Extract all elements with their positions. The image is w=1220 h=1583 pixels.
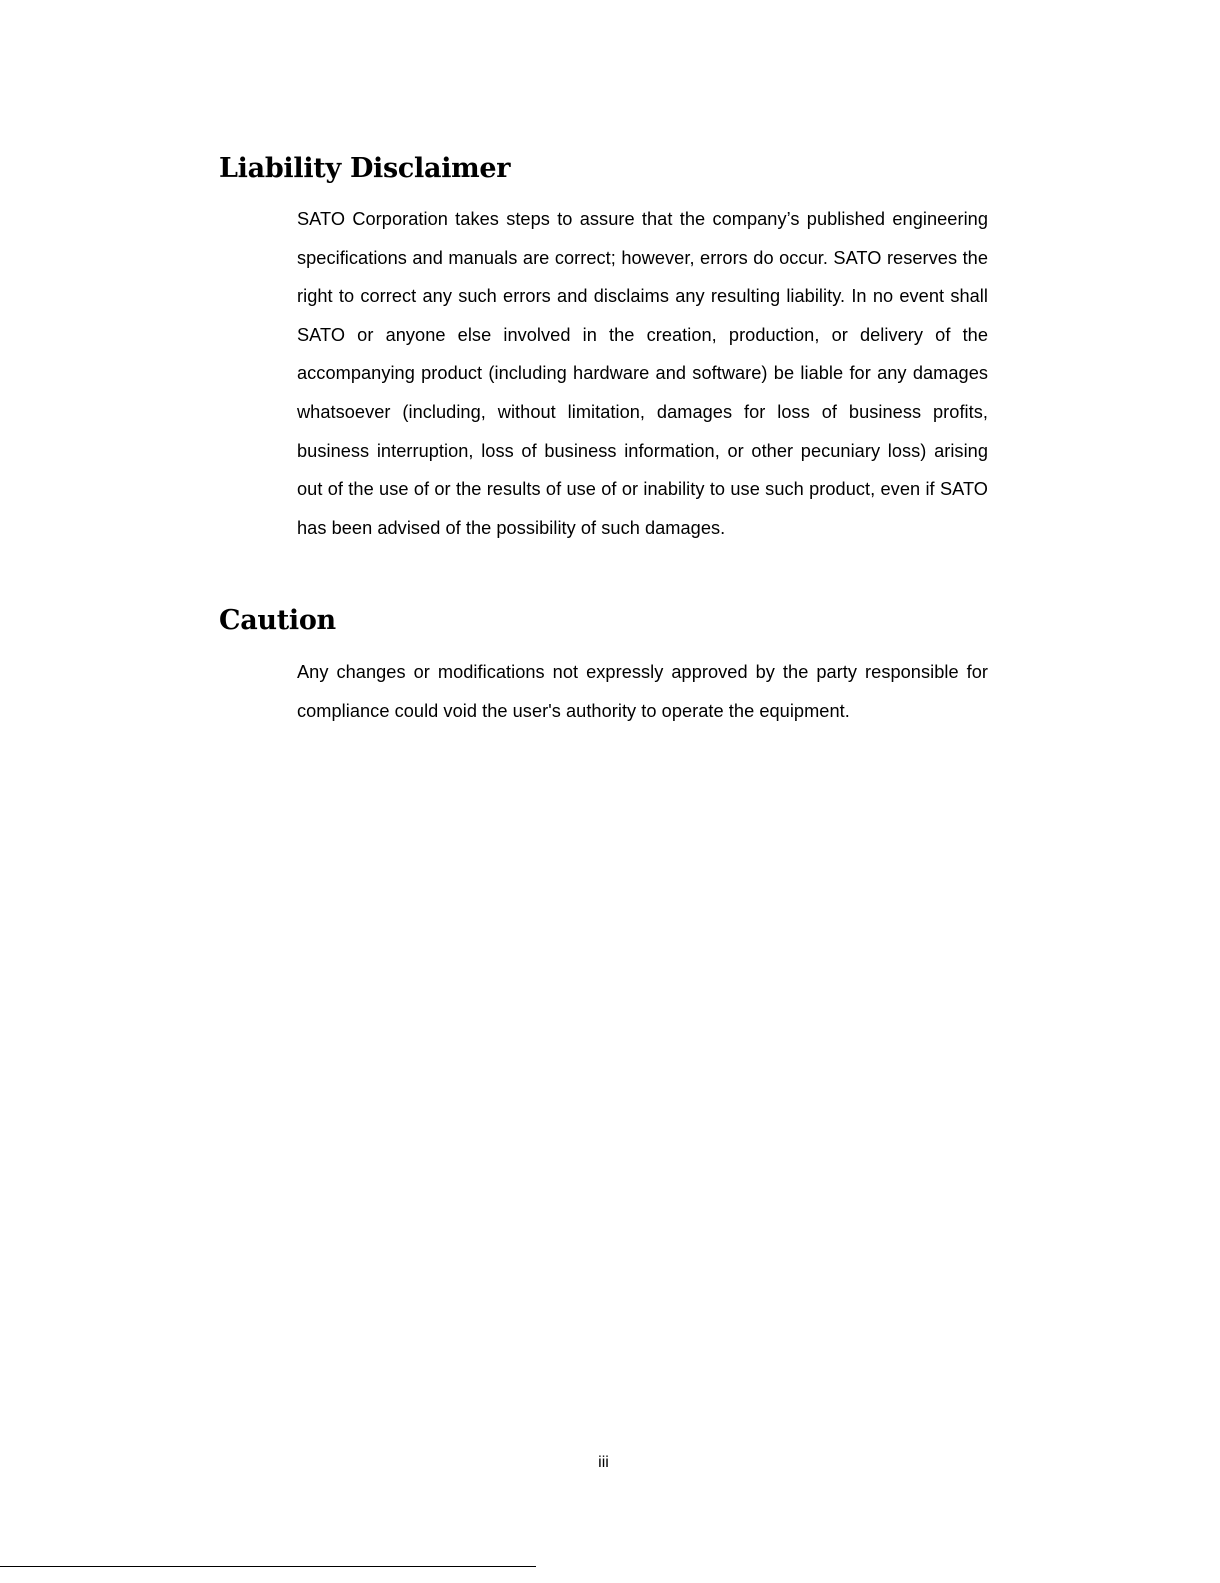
section-heading-liability-disclaimer: Liability Disclaimer bbox=[219, 153, 511, 184]
page-number: iii bbox=[598, 1454, 609, 1471]
footer-divider bbox=[0, 1566, 536, 1567]
section-heading-caution: Caution bbox=[219, 605, 336, 636]
section-body-caution: Any changes or modifications not expressly approved by the party responsible for compliance could void the user's authority to operate the equipment. bbox=[297, 662, 988, 721]
section-body-liability-disclaimer: SATO Corporation takes steps to assure that the company’s published engineering specifications and manuals are correct; however, errors do occur. SATO reserves the right to correct any such errors and disclaims any resulting liability. In no event shall SATO or anyone else involved in the creation, production, or delivery of the accompanying product (including hardware and software) be liable for any damages whatsoever (including, without limitation, damages for loss of business profits, business interruption, loss of business information, or other pecuniary loss) arising out of the use of or the results of use of or inability to use such product, even if SATO has been advised of the possibility of such damages. bbox=[297, 209, 988, 538]
